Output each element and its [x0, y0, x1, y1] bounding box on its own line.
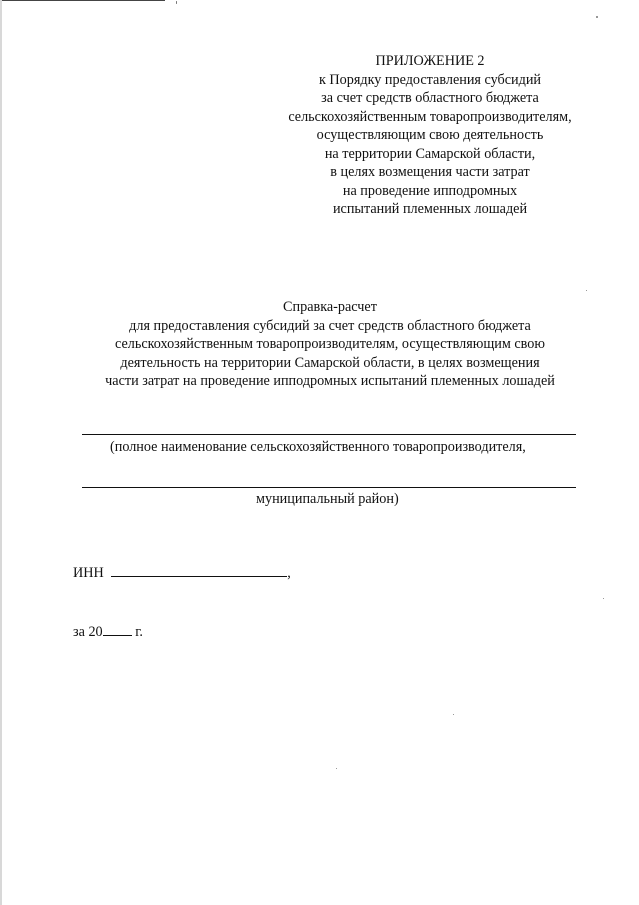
- year-prefix: за 20: [73, 624, 103, 640]
- inn-label: ИНН: [73, 565, 104, 581]
- scan-speck: [603, 598, 604, 599]
- scan-speck: [453, 714, 454, 715]
- appendix-line: на территории Самарской области,: [324, 145, 536, 162]
- appendix-line: сельскохозяйственным товаропроизводителям,: [288, 108, 572, 125]
- title-heading: Справка-расчет: [283, 299, 377, 315]
- scan-speck: [176, 1, 177, 4]
- inn-suffix: ,: [287, 565, 291, 581]
- document-title: [60, 298, 600, 391]
- top-rule: [0, 0, 165, 1]
- scan-speck: [596, 16, 598, 18]
- appendix-line: за счет средств областного бюджета: [321, 90, 539, 106]
- appendix-header: [270, 52, 590, 219]
- producer-district-line[interactable]: [82, 487, 576, 488]
- appendix-line: испытаний племенных лошадей: [332, 201, 528, 217]
- title-line: сельскохозяйственным товаропроизводителям, осуществляющим свою: [115, 336, 545, 352]
- year-row: [73, 621, 143, 641]
- inn-row: [73, 562, 291, 582]
- inn-field[interactable]: [111, 562, 287, 577]
- year-field[interactable]: [103, 621, 132, 636]
- title-line: для предоставления субсидий за счет средств областного бюджета: [129, 317, 531, 334]
- title-line: части затрат на проведение ипподромных испытаний племенных лошадей: [105, 373, 555, 389]
- producer-name-line[interactable]: [82, 434, 576, 435]
- title-line: деятельность на территории Самарской области, в целях возмещения: [120, 354, 540, 371]
- scan-speck: [586, 290, 587, 291]
- producer-district-caption: муниципальный район): [256, 491, 399, 507]
- appendix-line: на проведение ипподромных: [342, 182, 518, 199]
- year-suffix: г.: [135, 624, 143, 640]
- producer-name-caption: (полное наименование сельскохозяйственного товаропроизводителя,: [110, 439, 526, 455]
- appendix-line: осуществляющим свою деятельность: [316, 127, 544, 143]
- appendix-line: ПРИЛОЖЕНИЕ 2: [375, 53, 485, 69]
- page-left-edge: [0, 0, 2, 905]
- appendix-line: в целях возмещения части затрат: [330, 164, 530, 180]
- appendix-line: к Порядку предоставления субсидий: [318, 71, 542, 88]
- scan-speck: [336, 768, 337, 769]
